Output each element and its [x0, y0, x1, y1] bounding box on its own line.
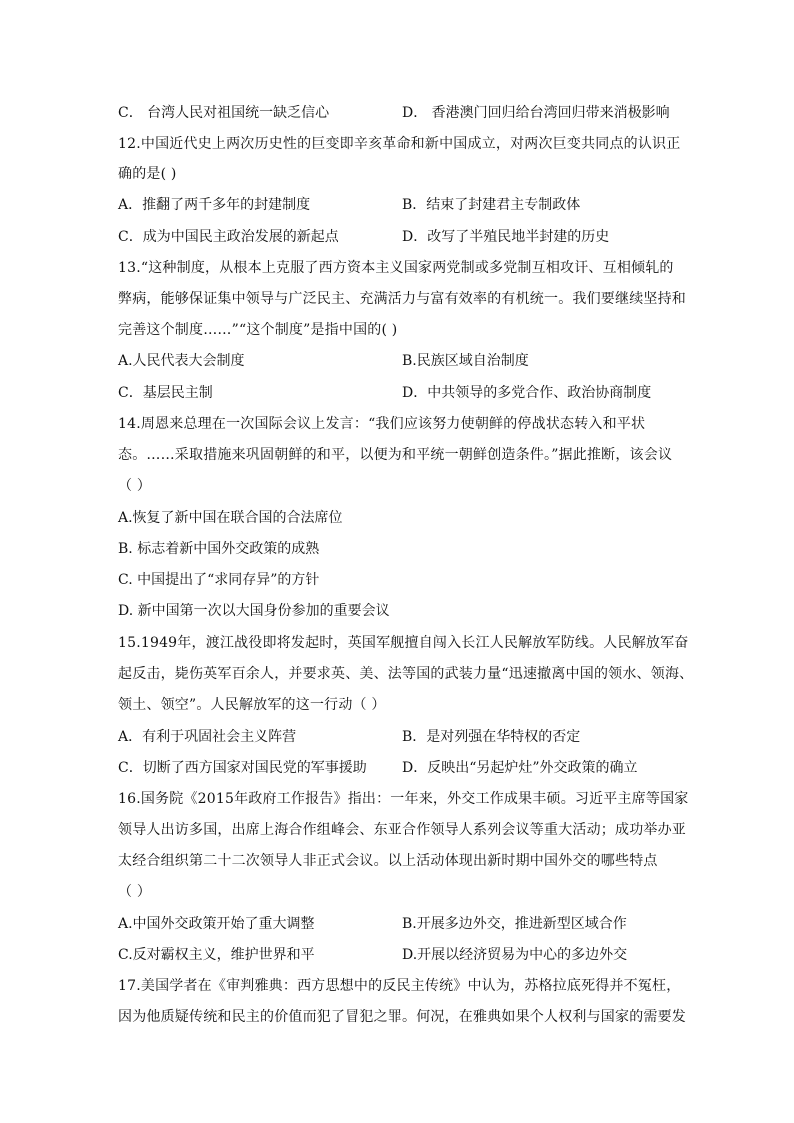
q12-option-b: B．结束了封建君主专制政体: [402, 197, 581, 213]
q14-option-c: C. 中国提出了“求同存异”的方针: [118, 572, 320, 588]
q17-stem-line-1: 17.美国学者在《审判雅典：西方思想中的反民主传统》中认为，苏格拉底死得并不冤枉，: [118, 978, 681, 994]
q12-option-d: D．改写了半殖民地半封建的历史: [402, 229, 610, 245]
q14-stem-line-3: （ ）: [118, 478, 152, 494]
q12-option-c: C．成为中国民主政治发展的新起点: [118, 229, 339, 245]
q17-stem-line-2: 因为他质疑传统和民主的价值而犯了冒犯之罪。何况，在雅典如果个人权利与国家的需要发: [118, 1009, 686, 1025]
q15-stem-line-3: 领土、领空”。人民解放军的这一行动（ ）: [118, 697, 386, 713]
q13-option-d: D．中共领导的多党合作、政治协商制度: [402, 385, 652, 401]
q15-option-b: B．是对列强在华特权的否定: [402, 729, 581, 745]
q16-option-b: B.开展多边外交，推进新型区域合作: [402, 916, 627, 932]
q11-option-c: C． 台湾人民对祖国统一缺乏信心: [118, 105, 330, 121]
q13-option-a: A.人民代表大会制度: [118, 353, 245, 369]
q16-stem-line-2: 领导人出访多国，出席上海合作组峰会、东亚合作领导人系列会议等重大活动；成功举办亚: [118, 822, 686, 838]
q12-stem-line-2: 确的是( ): [118, 166, 177, 182]
q15-stem-line-1: 15.1949年，渡江战役即将发起时，英国军舰擅自闯入长江人民解放军防线。人民解放军奋: [118, 635, 689, 651]
q13-option-b: B.民族区域自治制度: [402, 353, 529, 369]
q16-option-d: D.开展以经济贸易为中心的多边外交: [402, 947, 628, 963]
q16-option-a: A.中国外交政策开始了重大调整: [118, 916, 315, 932]
q11-option-d: D． 香港澳门回归给台湾回归带来消极影响: [402, 105, 670, 121]
q15-stem-line-2: 起反击，毙伤英军百余人，并要求英、美、法等国的武装力量“迅速撤离中国的领水、领海、: [118, 666, 694, 682]
q16-stem-line-1: 16.国务院《2015年政府工作报告》指出：一年来，外交工作成果丰硕。习近平主席等国家: [118, 791, 689, 807]
q14-option-b: B. 标志着新中国外交政策的成熟: [118, 541, 320, 557]
q16-stem-line-4: （ ）: [118, 884, 152, 900]
q13-stem-line-1: 13.“这种制度，从根本上克服了西方资本主义国家两党制或多党制互相攻讦、互相倾轧的: [118, 260, 674, 276]
q14-option-a: A.恢复了新中国在联合国的合法席位: [118, 510, 343, 526]
q16-option-c: C.反对霸权主义，维护世界和平: [118, 947, 315, 963]
q14-stem-line-2: 态。……采取措施来巩固朝鲜的和平，以便为和平统一朝鲜创造条件。”据此推断，该会议: [118, 447, 673, 463]
q16-stem-line-3: 太经合组织第二十二次领导人非正式会议。以上活动体现出新时期中国外交的哪些特点: [118, 853, 658, 869]
q13-option-c: C．基层民主制: [118, 385, 213, 401]
q15-option-d: D．反映出“另起炉灶”外交政策的确立: [402, 760, 638, 776]
q14-option-d: D. 新中国第一次以大国身份参加的重要会议: [118, 603, 390, 619]
q12-stem-line-1: 12.中国近代史上两次历史性的巨变即辛亥革命和新中国成立，对两次巨变共同点的认识正: [118, 136, 681, 152]
q15-option-a: A．有利于巩固社会主义阵营: [118, 729, 297, 745]
q13-stem-line-3: 完善这个制度……”“这个制度”是指中国的( ): [118, 322, 398, 338]
q14-stem-line-1: 14.周恩来总理在一次国际会议上发言：“我们应该努力使朝鲜的停战状态转入和平状: [118, 416, 646, 432]
q13-stem-line-2: 弊病，能够保证集中领导与广泛民主、充满活力与富有效率的有机统一。我们要继续坚持和: [118, 291, 686, 307]
q12-option-a: A．推翻了两千多年的封建制度: [118, 197, 311, 213]
q15-option-c: C．切断了西方国家对国民党的军事援助: [118, 760, 367, 776]
